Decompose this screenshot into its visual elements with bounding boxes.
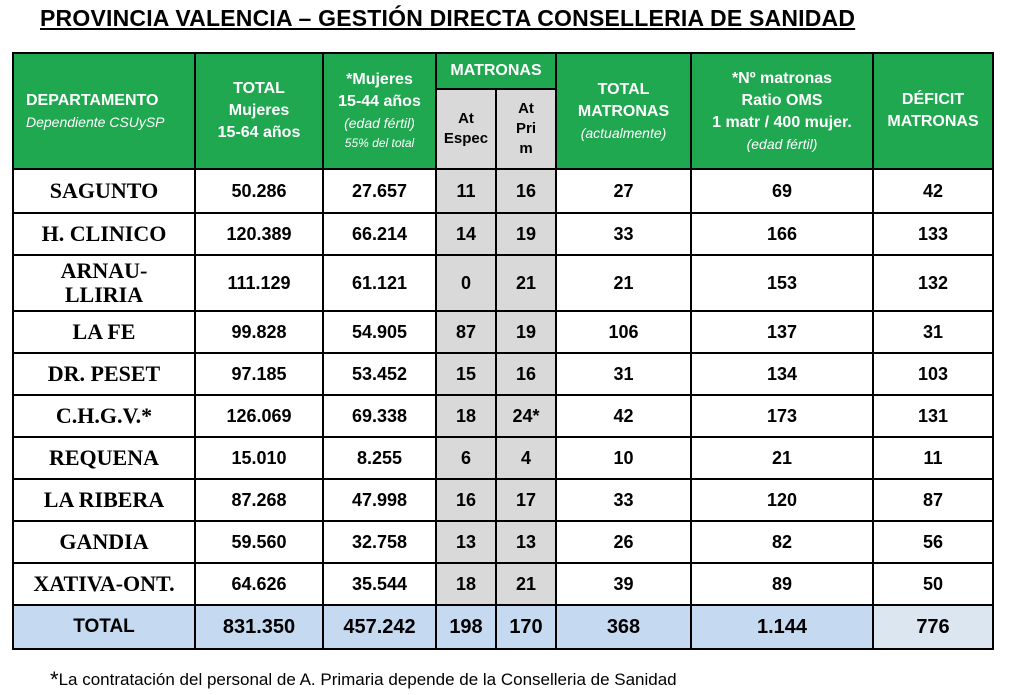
row-name-line1: ARNAU- — [60, 258, 148, 283]
row-total-matronas: 33 — [556, 479, 691, 521]
row-ratio: 153 — [691, 255, 873, 311]
row-ratio: 166 — [691, 213, 873, 255]
row-total-matronas: 39 — [556, 563, 691, 605]
row-at-prim: 17 — [496, 479, 556, 521]
header-departamento-sub: Dependiente CSUySP — [26, 114, 165, 130]
row-mujeres-fertil: 47.998 — [323, 479, 436, 521]
total-mujeres-fertil: 457.242 — [323, 605, 436, 649]
row-total-matronas: 21 — [556, 255, 691, 311]
header-ratio-line1: *Nº matronas — [731, 70, 833, 87]
header-total-matronas-sub: (actualmente) — [580, 125, 667, 141]
row-ratio: 120 — [691, 479, 873, 521]
row-total-mujeres: 99.828 — [195, 311, 323, 353]
row-name: LA RIBERA — [13, 479, 195, 521]
header-matronas: MATRONAS — [436, 53, 556, 89]
header-total-matronas-line1: TOTAL — [597, 81, 650, 98]
row-name — [13, 255, 195, 311]
row-at-prim: 19 — [496, 311, 556, 353]
table-row — [13, 353, 993, 395]
row-at-espec: 11 — [436, 169, 496, 213]
row-ratio: 21 — [691, 437, 873, 479]
header-total-mujeres-line3: 15-64 años — [217, 124, 301, 141]
row-total-mujeres: 126.069 — [195, 395, 323, 437]
row-total-matronas: 10 — [556, 437, 691, 479]
footnote-text: La contratación del personal de A. Primaria depende de la Conselleria de Sanidad — [58, 670, 677, 689]
row-at-espec: 0 — [436, 255, 496, 311]
row-name: DR. PESET — [13, 353, 195, 395]
header-mujeres-fertil-sub: (edad fértil) — [344, 115, 415, 131]
row-mujeres-fertil: 35.544 — [323, 563, 436, 605]
header-at-prim-line3: m — [519, 140, 533, 157]
row-deficit: 50 — [873, 563, 993, 605]
row-at-prim: 24* — [496, 395, 556, 437]
row-ratio: 89 — [691, 563, 873, 605]
row-total-mujeres: 97.185 — [195, 353, 323, 395]
row-at-espec: 15 — [436, 353, 496, 395]
row-name: H. CLINICO — [13, 213, 195, 255]
header-row-1 — [13, 53, 993, 89]
row-total-matronas: 106 — [556, 311, 691, 353]
row-at-espec: 18 — [436, 395, 496, 437]
row-total-mujeres: 59.560 — [195, 521, 323, 563]
header-at-espec-line2: Espec — [443, 130, 489, 147]
header-mujeres-fertil — [323, 53, 436, 169]
row-mujeres-fertil: 54.905 — [323, 311, 436, 353]
header-at-prim — [496, 89, 556, 169]
row-mujeres-fertil: 32.758 — [323, 521, 436, 563]
header-at-espec-line1: At — [458, 110, 474, 127]
header-total-matronas-line2: MATRONAS — [577, 103, 670, 120]
header-mujeres-fertil-pct: 55% del total — [344, 136, 415, 150]
header-ratio-line3: 1 matr / 400 mujer. — [712, 114, 852, 131]
row-name: LA FE — [13, 311, 195, 353]
row-total-matronas: 42 — [556, 395, 691, 437]
table-row — [13, 255, 993, 311]
row-ratio: 173 — [691, 395, 873, 437]
row-total-mujeres: 64.626 — [195, 563, 323, 605]
row-at-prim: 4 — [496, 437, 556, 479]
table-row — [13, 395, 993, 437]
row-deficit: 87 — [873, 479, 993, 521]
table-row — [13, 169, 993, 213]
row-total-mujeres: 87.268 — [195, 479, 323, 521]
row-at-prim: 21 — [496, 255, 556, 311]
table-row — [13, 563, 993, 605]
row-deficit: 132 — [873, 255, 993, 311]
row-name: REQUENA — [13, 437, 195, 479]
row-name-line2: LLIRIA — [64, 282, 144, 307]
row-at-espec: 87 — [436, 311, 496, 353]
header-ratio-line2: Ratio OMS — [741, 92, 823, 109]
total-row — [13, 605, 993, 649]
row-name: SAGUNTO — [13, 169, 195, 213]
header-departamento — [13, 53, 195, 169]
row-deficit: 11 — [873, 437, 993, 479]
row-at-prim: 19 — [496, 213, 556, 255]
row-mujeres-fertil: 61.121 — [323, 255, 436, 311]
matronas-table — [12, 52, 994, 650]
header-mujeres-fertil-line2: 15-44 años — [338, 93, 421, 110]
row-at-prim: 21 — [496, 563, 556, 605]
row-at-espec: 13 — [436, 521, 496, 563]
total-ratio: 1.144 — [691, 605, 873, 649]
header-at-prim-line2: Pri — [515, 120, 536, 137]
row-deficit: 56 — [873, 521, 993, 563]
row-at-espec: 6 — [436, 437, 496, 479]
row-total-mujeres: 111.129 — [195, 255, 323, 311]
header-total-mujeres-line2: Mujeres — [228, 102, 290, 119]
header-departamento-label: DEPARTAMENTO — [26, 92, 159, 109]
row-mujeres-fertil: 53.452 — [323, 353, 436, 395]
row-total-mujeres: 15.010 — [195, 437, 323, 479]
row-ratio: 82 — [691, 521, 873, 563]
row-deficit: 131 — [873, 395, 993, 437]
row-ratio: 69 — [691, 169, 873, 213]
row-at-espec: 16 — [436, 479, 496, 521]
row-ratio: 137 — [691, 311, 873, 353]
row-total-matronas: 33 — [556, 213, 691, 255]
row-at-espec: 18 — [436, 563, 496, 605]
row-name: GANDIA — [13, 521, 195, 563]
row-name: XATIVA-ONT. — [13, 563, 195, 605]
footnote-asterisk: * — [50, 667, 59, 692]
row-total-matronas: 31 — [556, 353, 691, 395]
header-total-matronas — [556, 53, 691, 169]
row-mujeres-fertil: 27.657 — [323, 169, 436, 213]
table-row — [13, 521, 993, 563]
row-ratio: 134 — [691, 353, 873, 395]
row-mujeres-fertil: 69.338 — [323, 395, 436, 437]
total-at-espec: 198 — [436, 605, 496, 649]
row-deficit: 133 — [873, 213, 993, 255]
table-row — [13, 479, 993, 521]
header-ratio-sub: (edad fértil) — [746, 136, 818, 152]
table-row — [13, 437, 993, 479]
total-deficit: 776 — [873, 605, 993, 649]
total-label: TOTAL — [13, 605, 195, 649]
header-at-prim-line1: At — [518, 100, 534, 117]
row-at-prim: 13 — [496, 521, 556, 563]
header-total-mujeres — [195, 53, 323, 169]
row-mujeres-fertil: 66.214 — [323, 213, 436, 255]
row-deficit: 42 — [873, 169, 993, 213]
row-at-espec: 14 — [436, 213, 496, 255]
table-row — [13, 311, 993, 353]
row-total-matronas: 26 — [556, 521, 691, 563]
header-total-mujeres-line1: TOTAL — [233, 80, 285, 97]
row-deficit: 103 — [873, 353, 993, 395]
header-at-espec — [436, 89, 496, 169]
row-deficit: 31 — [873, 311, 993, 353]
page-title: PROVINCIA VALENCIA – GESTIÓN DIRECTA CONSELLERIA DE SANIDAD — [40, 5, 856, 31]
header-deficit-line2: MATRONAS — [887, 113, 979, 130]
total-mujeres: 831.350 — [195, 605, 323, 649]
row-at-prim: 16 — [496, 169, 556, 213]
header-mujeres-fertil-line1: *Mujeres — [346, 71, 413, 88]
header-deficit — [873, 53, 993, 169]
table-row — [13, 213, 993, 255]
row-total-mujeres: 50.286 — [195, 169, 323, 213]
total-matronas: 368 — [556, 605, 691, 649]
header-ratio-oms — [691, 53, 873, 169]
row-total-matronas: 27 — [556, 169, 691, 213]
row-at-prim: 16 — [496, 353, 556, 395]
header-deficit-line1: DÉFICIT — [901, 91, 965, 108]
total-at-prim: 170 — [496, 605, 556, 649]
row-name: C.H.G.V.* — [13, 395, 195, 437]
footnote — [50, 665, 677, 691]
row-mujeres-fertil: 8.255 — [323, 437, 436, 479]
row-total-mujeres: 120.389 — [195, 213, 323, 255]
